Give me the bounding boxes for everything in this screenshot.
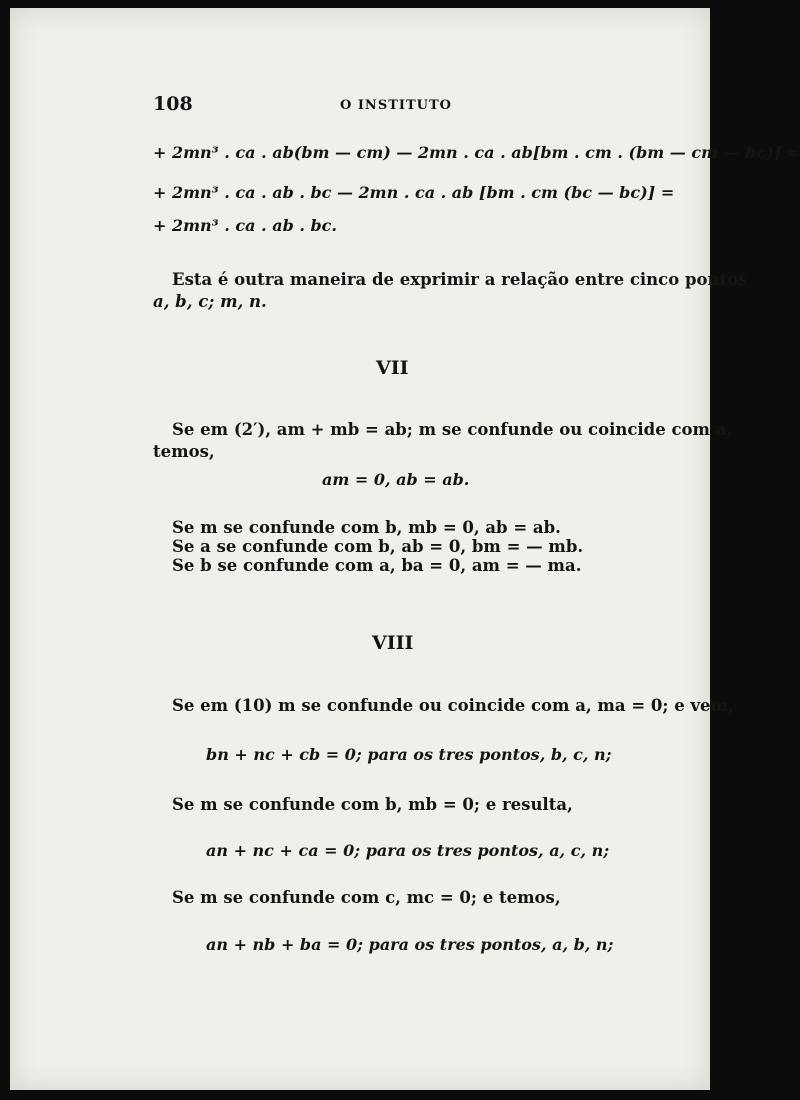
viii-equation-2: an + nc + ca = 0; para os tres pontos, a, c, n; [206, 841, 610, 860]
vii-case-2: Se a se confunde com b, ab = 0, bm = — mb. [172, 537, 584, 556]
journal-title: O INSTITUTO [340, 98, 452, 113]
viii-paragraph-3: Se m se confunde com c, mc = 0; e temos, [172, 888, 561, 907]
vii-display-equation: am = 0, ab = ab. [322, 470, 470, 489]
page-number: 108 [153, 93, 193, 115]
equation-line-2: + 2mn³ . ca . ab . bc — 2mn . ca . ab [bm . cm (bc — bc)] = [153, 183, 675, 202]
intro-line-1: Esta é outra maneira de exprimir a relação entre cinco pontos [172, 270, 748, 289]
intro-line-2: a, b, c; m, n. [153, 292, 267, 311]
equation-line-1: + 2mn³ . ca . ab(bm — cm) — 2mn . ca . ab[bm . cm . (bm — cm — bc)] = [153, 143, 800, 162]
vii-case-1: Se m se confunde com b, mb = 0, ab = ab. [172, 518, 561, 537]
viii-paragraph-1: Se em (10) m se confunde ou coincide com a, ma = 0; e vem, [172, 696, 734, 715]
section-heading-vii: VII [376, 357, 409, 379]
book-page [10, 8, 800, 1090]
viii-paragraph-2: Se m se confunde com b, mb = 0; e resulta, [172, 795, 573, 814]
equation-line-3: + 2mn³ . ca . ab . bc. [153, 216, 337, 235]
viii-equation-3: an + nb + ba = 0; para os tres pontos, a, b, n; [206, 935, 614, 954]
section-heading-viii: VIII [372, 632, 414, 654]
vii-paragraph-line-2: temos, [153, 442, 215, 461]
vii-paragraph-line-1: Se em (2′), am + mb = ab; m se confunde ou coincide com a, [172, 420, 733, 439]
vii-case-3: Se b se confunde com a, ba = 0, am = — ma. [172, 556, 582, 575]
viii-equation-1: bn + nc + cb = 0; para os tres pontos, b, c, n; [206, 745, 612, 764]
